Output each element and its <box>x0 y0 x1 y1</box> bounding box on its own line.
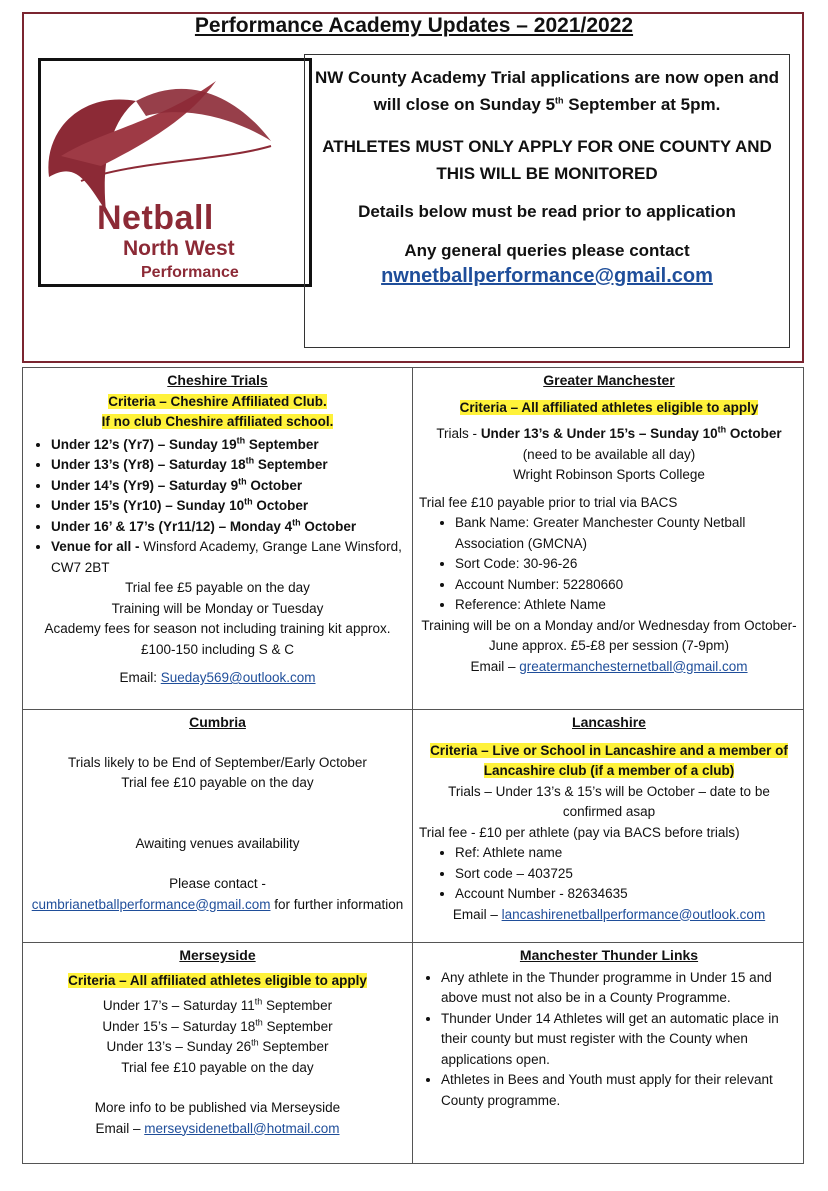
logo-text-performance: Performance <box>141 264 239 281</box>
lancashire-email-line: Email – lancashirenetballperformance@outlook.com <box>452 906 766 922</box>
cumbria-contact: Please contact - <box>169 876 266 891</box>
merseyside-criteria: Criteria – All affiliated athletes eligible to apply <box>68 972 367 988</box>
list-item: • Under 16’ & 17’s (Yr11/12) – Monday 4th October <box>51 517 406 538</box>
gm-title: Greater Manchester <box>543 372 675 388</box>
merseyside-date-1: Under 17’s – Saturday 11th September <box>102 996 333 1013</box>
logo-text-north-west: North West <box>123 237 235 260</box>
list-item: • Under 13’s (Yr8) – Saturday 18th September <box>51 455 406 476</box>
cheshire-cell <box>23 368 412 709</box>
gm-fee: Trial fee £10 payable prior to trial via BACS <box>419 494 678 510</box>
list-item: • Account Number: 52280660 <box>455 575 799 596</box>
gm-bank-details <box>419 513 799 616</box>
cumbria-title: Cumbria <box>189 714 246 730</box>
cumbria-venues: Awaiting venues availability <box>135 835 300 851</box>
cumbria-email-line: cumbrianetballperformance@gmail.com for further information <box>31 896 404 912</box>
queries-label: Any general queries please contact <box>404 241 690 260</box>
page-title: Performance Academy Updates – 2021/2022 <box>194 14 634 37</box>
gm-venue: Wright Robinson Sports College <box>513 467 705 482</box>
cheshire-season-fees: Academy fees for season not including training kit approx. £100-150 including S & C <box>44 621 391 657</box>
cumbria-cell <box>23 710 412 942</box>
lancashire-bank-details <box>419 843 799 905</box>
merseyside-fee: Trial fee £10 payable on the day <box>121 1059 314 1075</box>
merseyside-email-line: Email – merseysidenetball@hotmail.com <box>95 1120 340 1136</box>
cheshire-criteria-2: If no club Cheshire affiliated school. <box>101 414 334 429</box>
gm-training: Training will be on a Monday and/or Wednesday from October-June approx. £5-£8 per session (7-9pm) <box>421 617 797 653</box>
gm-email-link[interactable]: greatermanchesternetball@gmail.com <box>519 658 748 674</box>
cumbria-trials: Trials likely to be End of September/Early October <box>68 754 367 770</box>
list-item: • Any athlete in the Thunder programme in Under 15 and above must not also be in a County Programme. <box>441 968 799 1009</box>
cheshire-training: Training will be Monday or Tuesday <box>111 600 324 616</box>
cheshire-fee: Trial fee £5 payable on the day <box>125 580 310 595</box>
one-county-warning: ATHLETES MUST ONLY APPLY FOR ONE COUNTY AND THIS WILL BE MONITORED <box>322 137 772 183</box>
list-item: • Bank Name: Greater Manchester County Netball Association (GMCNA) <box>455 513 799 554</box>
gm-criteria: Criteria – All affiliated athletes eligible to apply <box>459 399 759 415</box>
cumbria-fee: Trial fee £10 payable on the day <box>121 775 314 790</box>
thunder-links-cell <box>413 943 805 1165</box>
lancashire-title: Lancashire <box>572 714 646 730</box>
merseyside-cell <box>23 943 412 1165</box>
cheshire-email-link[interactable]: Sueday569@outlook.com <box>160 670 316 685</box>
gm-trials: Trials - Under 13’s & Under 15’s – Sunday 10th October (need to be available all day) <box>436 424 782 462</box>
list-item: • Sort code – 403725 <box>455 864 799 885</box>
cumbria-email-link[interactable]: cumbrianetballperformance@gmail.com <box>31 896 271 912</box>
merseyside-more-info: More info to be published via Merseyside <box>94 1100 341 1115</box>
greater-manchester-cell <box>413 368 805 709</box>
netball-north-west-logo <box>38 58 312 287</box>
merseyside-date-3: Under 13’s – Sunday 26th September <box>106 1037 329 1054</box>
thunder-list <box>419 968 799 1112</box>
list-item: • Sort Code: 30-96-26 <box>455 554 799 575</box>
list-item: • Venue for all - Winsford Academy, Grange Lane Winsford, CW7 2BT <box>51 537 406 578</box>
list-item: • Under 12’s (Yr7) – Sunday 19th September <box>51 435 406 456</box>
lancashire-trials: Trials – Under 13’s & 15’s will be October – date to be confirmed asap <box>448 783 770 819</box>
list-item: • Ref: Athlete name <box>455 843 799 864</box>
thunder-title: Manchester Thunder Links <box>519 947 699 963</box>
lancashire-cell <box>413 710 805 942</box>
list-item: • Account Number - 82634635 <box>455 884 799 905</box>
cheshire-criteria-1: Criteria – Cheshire Affiliated Club. <box>108 393 327 409</box>
merseyside-title: Merseyside <box>179 947 256 963</box>
list-item: • Under 14’s (Yr9) – Saturday 9th October <box>51 476 406 497</box>
merseyside-email-link[interactable]: merseysidenetball@hotmail.com <box>144 1120 340 1136</box>
announcement-box <box>304 54 790 348</box>
applications-open-text: NW County Academy Trial applications are now open and will close on Sunday 5th September at 5pm. <box>314 68 780 114</box>
cheshire-email-line: Email: Sueday569@outlook.com <box>119 670 316 685</box>
county-table <box>22 367 804 1164</box>
read-details-note: Details below must be read prior to application <box>358 202 736 221</box>
list-item: • Athletes in Bees and Youth must apply for their relevant County programme. <box>441 1070 799 1111</box>
list-item: • Under 15’s (Yr10) – Sunday 10th October <box>51 496 406 517</box>
lancashire-fee: Trial fee - £10 per athlete (pay via BACS before trials) <box>419 824 740 840</box>
gm-email-line: Email – greatermanchesternetball@gmail.com <box>470 658 748 674</box>
list-item: • Reference: Athlete Name <box>455 595 799 616</box>
cheshire-title: Cheshire Trials <box>167 372 268 388</box>
lancashire-email-link[interactable]: lancashirenetballperformance@outlook.com <box>501 906 766 922</box>
list-item: • Thunder Under 14 Athletes will get an automatic place in their county but must register with the County when applications open. <box>441 1009 799 1071</box>
lancashire-criteria: Criteria – Live or School in Lancashire and a member of Lancashire club (if a member of a club) <box>430 742 788 778</box>
general-queries-email-link[interactable]: nwnetballperformance@gmail.com <box>381 265 713 287</box>
merseyside-date-2: Under 15’s – Saturday 18th September <box>102 1017 333 1034</box>
logo-text-netball: Netball <box>97 199 214 237</box>
cheshire-trial-list <box>29 435 406 579</box>
